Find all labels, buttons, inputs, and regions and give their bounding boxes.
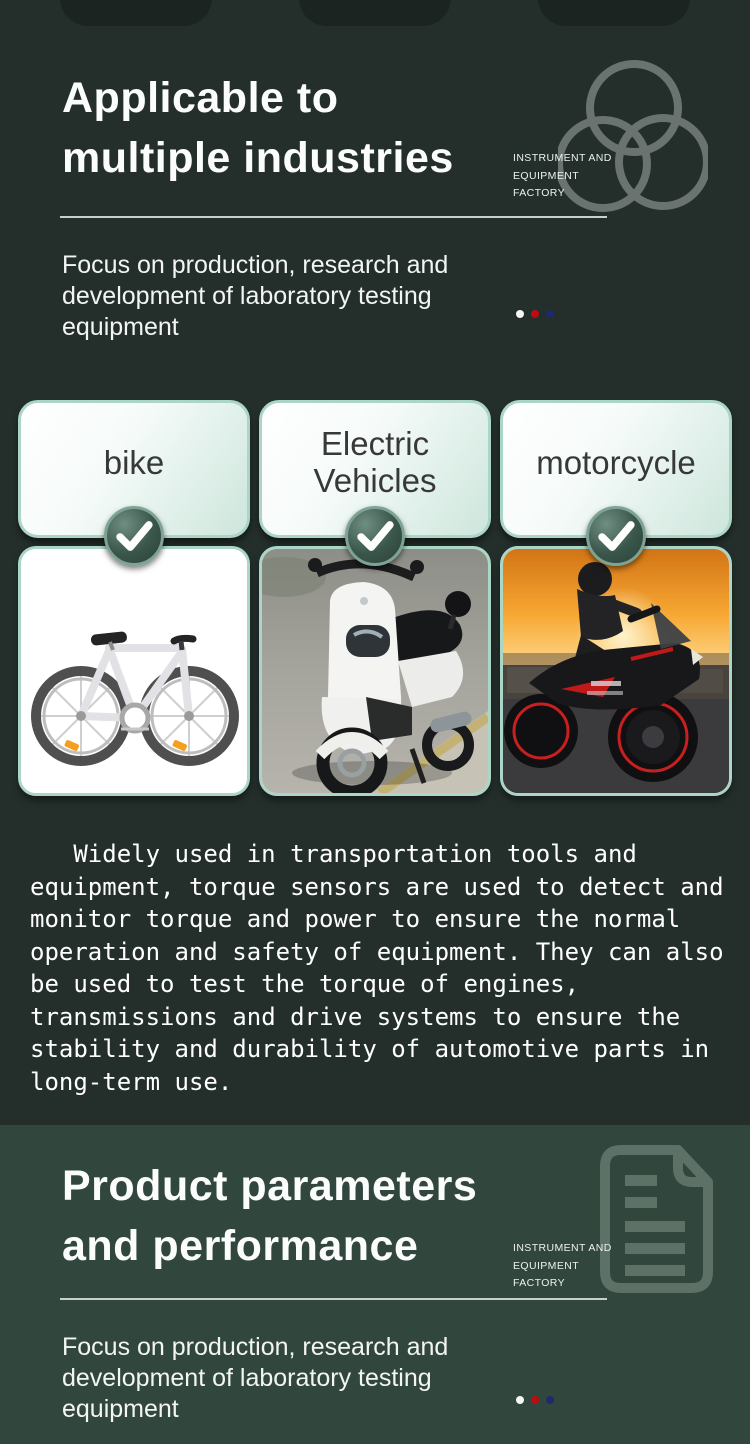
brand-line: EQUIPMENT — [513, 169, 580, 182]
card-motorcycle — [500, 400, 732, 796]
brand-line: EQUIPMENT — [513, 1259, 580, 1272]
industry-cards — [18, 400, 732, 796]
document-file-icon — [594, 1143, 719, 1300]
carousel-dot-white — [516, 310, 524, 318]
carousel-dots — [516, 1396, 554, 1404]
card-electric-vehicles — [259, 400, 491, 796]
carousel-dot-blue — [546, 1396, 554, 1404]
title-line: multiple industries — [62, 134, 454, 182]
subtitle-line: development of laboratory testing — [62, 282, 432, 310]
carousel-dot-red — [531, 1396, 539, 1404]
carousel-dots — [516, 310, 554, 318]
brand-caption — [513, 1240, 612, 1293]
motorcycle-photo — [500, 546, 732, 796]
subtitle-line: Focus on production, research and — [62, 251, 449, 279]
top-card-remnant — [60, 0, 212, 26]
check-icon — [345, 506, 405, 566]
card-label: motorcycle — [536, 443, 696, 481]
check-icon — [104, 506, 164, 566]
check-icon — [586, 506, 646, 566]
subtitle-line: development of laboratory testing — [62, 1364, 432, 1392]
title-line: and performance — [62, 1222, 419, 1270]
carousel-dot-red — [531, 310, 539, 318]
scooter-photo — [259, 546, 491, 796]
title-underline — [60, 216, 607, 218]
card-bike — [18, 400, 250, 796]
section1-title — [62, 68, 454, 188]
brand-line: INSTRUMENT AND — [513, 152, 612, 164]
brand-line: FACTORY — [513, 187, 566, 199]
brand-line: FACTORY — [513, 1277, 566, 1289]
subtitle-line: equipment — [62, 1395, 179, 1423]
brand-caption — [513, 150, 612, 203]
section1-subtitle — [62, 250, 448, 343]
section2-title — [62, 1156, 477, 1276]
top-card-remnant — [538, 0, 690, 26]
top-card-remnant — [299, 0, 451, 26]
title-underline — [60, 1298, 607, 1300]
subtitle-line: Focus on production, research and — [62, 1333, 449, 1361]
bike-photo — [18, 546, 250, 796]
subtitle-line: equipment — [62, 313, 179, 341]
carousel-dot-blue — [546, 310, 554, 318]
brand-line: INSTRUMENT AND — [513, 1242, 612, 1254]
card-label: bike — [103, 443, 165, 481]
title-line: Product parameters — [62, 1162, 478, 1210]
description-paragraph: Widely used in transportation tools and equipment, torque sensors are used to detect and monitor torque and power to ensure the normal operation and safety of equipment. They can also be used to test the torque of engines, transmissions and drive systems to ensure the stability and durability of automotive parts in long-term use. — [30, 840, 724, 1096]
title-line: Applicable to — [62, 74, 339, 122]
card-label: Electric Vehicles — [313, 425, 437, 499]
carousel-dot-white — [516, 1396, 524, 1404]
section2-subtitle — [62, 1332, 448, 1425]
